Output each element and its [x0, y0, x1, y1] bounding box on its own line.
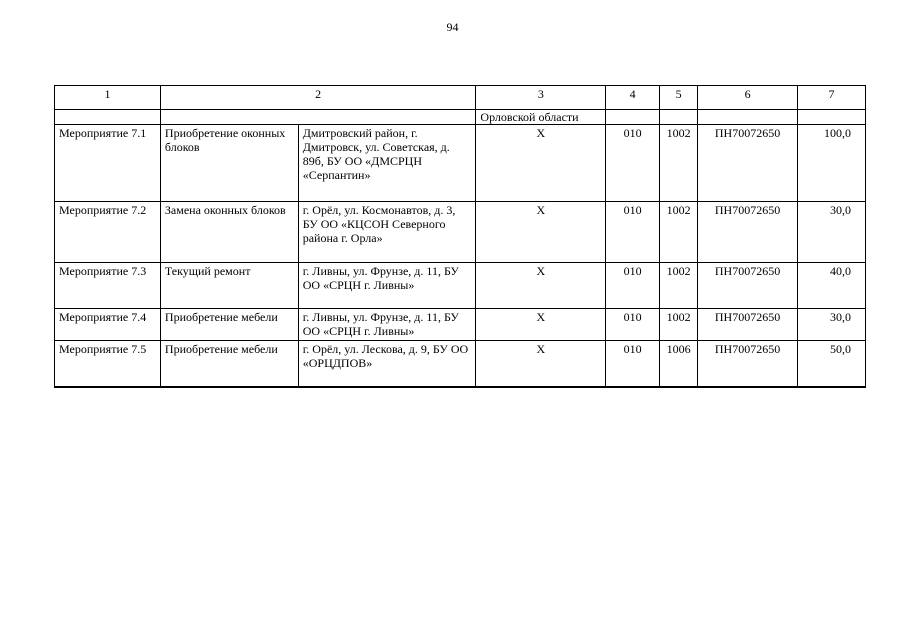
event-cell: Мероприятие 7.4 [55, 309, 161, 341]
address-cell: г. Орёл, ул. Космонавтов, д. 3, БУ ОО «КЦСОН Северного района г. Орла» [298, 202, 476, 263]
col5-cell: 1002 [660, 125, 698, 202]
col6-cell: ПН70072650 [698, 263, 798, 309]
col4-cell: 010 [606, 125, 660, 202]
header-cell-1: 1 [55, 86, 161, 110]
col4-cell: 010 [606, 309, 660, 341]
continuation-text: Орловской области [476, 110, 606, 125]
name-cell: Приобретение мебели [160, 309, 298, 341]
name-cell: Текущий ремонт [160, 263, 298, 309]
col6-cell: ПН70072650 [698, 125, 798, 202]
event-cell: Мероприятие 7.5 [55, 341, 161, 388]
col6-cell: ПН70072650 [698, 341, 798, 388]
empty-cell [660, 110, 698, 125]
continuation-row [55, 110, 866, 125]
table-row [55, 263, 866, 309]
name-cell: Приобретение оконных блоков [160, 125, 298, 202]
event-cell: Мероприятие 7.2 [55, 202, 161, 263]
header-cell-2: 2 [160, 86, 476, 110]
col3-cell: X [476, 202, 606, 263]
name-cell: Приобретение мебели [160, 341, 298, 388]
col6-cell: ПН70072650 [698, 309, 798, 341]
table-row [55, 341, 866, 388]
empty-cell [606, 110, 660, 125]
col6-cell: ПН70072650 [698, 202, 798, 263]
address-cell: г. Ливны, ул. Фрунзе, д. 11, БУ ОО «СРЦН г. Ливны» [298, 309, 476, 341]
header-cell-3: 3 [476, 86, 606, 110]
address-cell: г. Ливны, ул. Фрунзе, д. 11, БУ ОО «СРЦН г. Ливны» [298, 263, 476, 309]
header-cell-5: 5 [660, 86, 698, 110]
budget-table [54, 85, 866, 388]
col5-cell: 1002 [660, 202, 698, 263]
empty-cell [698, 110, 798, 125]
address-cell: г. Орёл, ул. Лескова, д. 9, БУ ОО «ОРЦДПОВ» [298, 341, 476, 388]
amount-cell: 30,0 [798, 309, 866, 341]
col4-cell: 010 [606, 202, 660, 263]
col5-cell: 1006 [660, 341, 698, 388]
page-number: 94 [446, 20, 459, 34]
col3-cell: X [476, 263, 606, 309]
amount-cell: 40,0 [798, 263, 866, 309]
col3-cell: X [476, 125, 606, 202]
header-cell-4: 4 [606, 86, 660, 110]
table-row [55, 309, 866, 341]
amount-cell: 30,0 [798, 202, 866, 263]
col5-cell: 1002 [660, 263, 698, 309]
col4-cell: 010 [606, 341, 660, 388]
event-cell: Мероприятие 7.1 [55, 125, 161, 202]
col4-cell: 010 [606, 263, 660, 309]
header-cell-7: 7 [798, 86, 866, 110]
header-cell-6: 6 [698, 86, 798, 110]
empty-cell [798, 110, 866, 125]
col5-cell: 1002 [660, 309, 698, 341]
empty-cell [55, 110, 161, 125]
empty-cell [160, 110, 476, 125]
col3-cell: X [476, 341, 606, 388]
amount-cell: 50,0 [798, 341, 866, 388]
address-cell: Дмитровский район, г. Дмитровск, ул. Советская, д. 89б, БУ ОО «ДМСРЦН «Серпантин» [298, 125, 476, 202]
name-cell: Замена оконных блоков [160, 202, 298, 263]
amount-cell: 100,0 [798, 125, 866, 202]
header-row [55, 86, 866, 110]
col3-cell: X [476, 309, 606, 341]
table-row [55, 202, 866, 263]
table-row [55, 125, 866, 202]
event-cell: Мероприятие 7.3 [55, 263, 161, 309]
